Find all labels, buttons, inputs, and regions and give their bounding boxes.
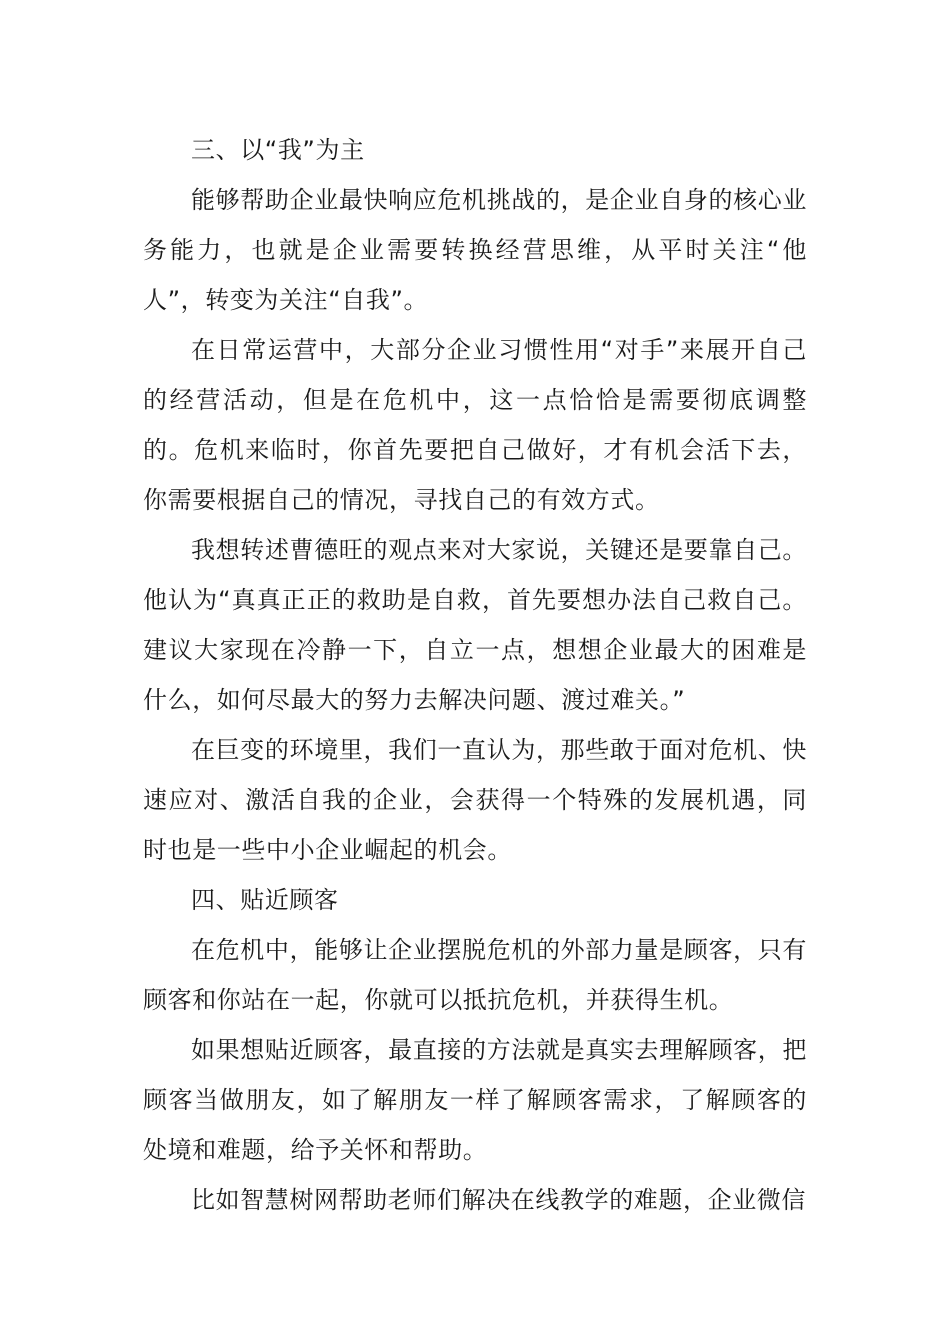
paragraph: 如果想贴近顾客，最直接的方法就是真实去理解顾客，把顾客当做朋友，如了解朋友一样了解顾客需求，了解顾客的处境和难题，给予关怀和帮助。 [143, 1036, 807, 1164]
paragraph: 我想转述曹德旺的观点来对大家说，关键还是要靠自己。他认为“真真正正的救助是自救，首先要想办法自己救自己。建议大家现在冷静一下，自立一点，想想企业最大的困难是什么，如何尽最大的努力去解决问题、渡过难关。” [143, 536, 807, 714]
paragraph: 在日常运营中，大部分企业习惯性用“对手”来展开自己的经营活动，但是在危机中，这一点恰恰是需要彻底调整的。危机来临时，你首先要把自己做好，才有机会活下去，你需要根据自己的情况，寻找自己的有效方式。 [143, 336, 807, 514]
paragraph: 在巨变的环境里，我们一直认为，那些敢于面对危机、快速应对、激活自我的企业，会获得一个特殊的发展机遇，同时也是一些中小企业崛起的机会。 [143, 736, 807, 864]
paragraph: 在危机中，能够让企业摆脱危机的外部力量是顾客，只有顾客和你站在一起，你就可以抵抗危机，并获得生机。 [143, 936, 807, 1014]
section-heading-three: 三、以“我”为主 [191, 136, 365, 164]
section-heading-four: 四、贴近顾客 [191, 886, 339, 914]
paragraph: 能够帮助企业最快响应危机挑战的，是企业自身的核心业务能力，也就是企业需要转换经营思维，从平时关注“他人”，转变为关注“自我”。 [143, 186, 807, 314]
paragraph: 比如智慧树网帮助老师们解决在线教学的难题，企业微信 [191, 1186, 806, 1214]
document-body [143, 125, 807, 1225]
